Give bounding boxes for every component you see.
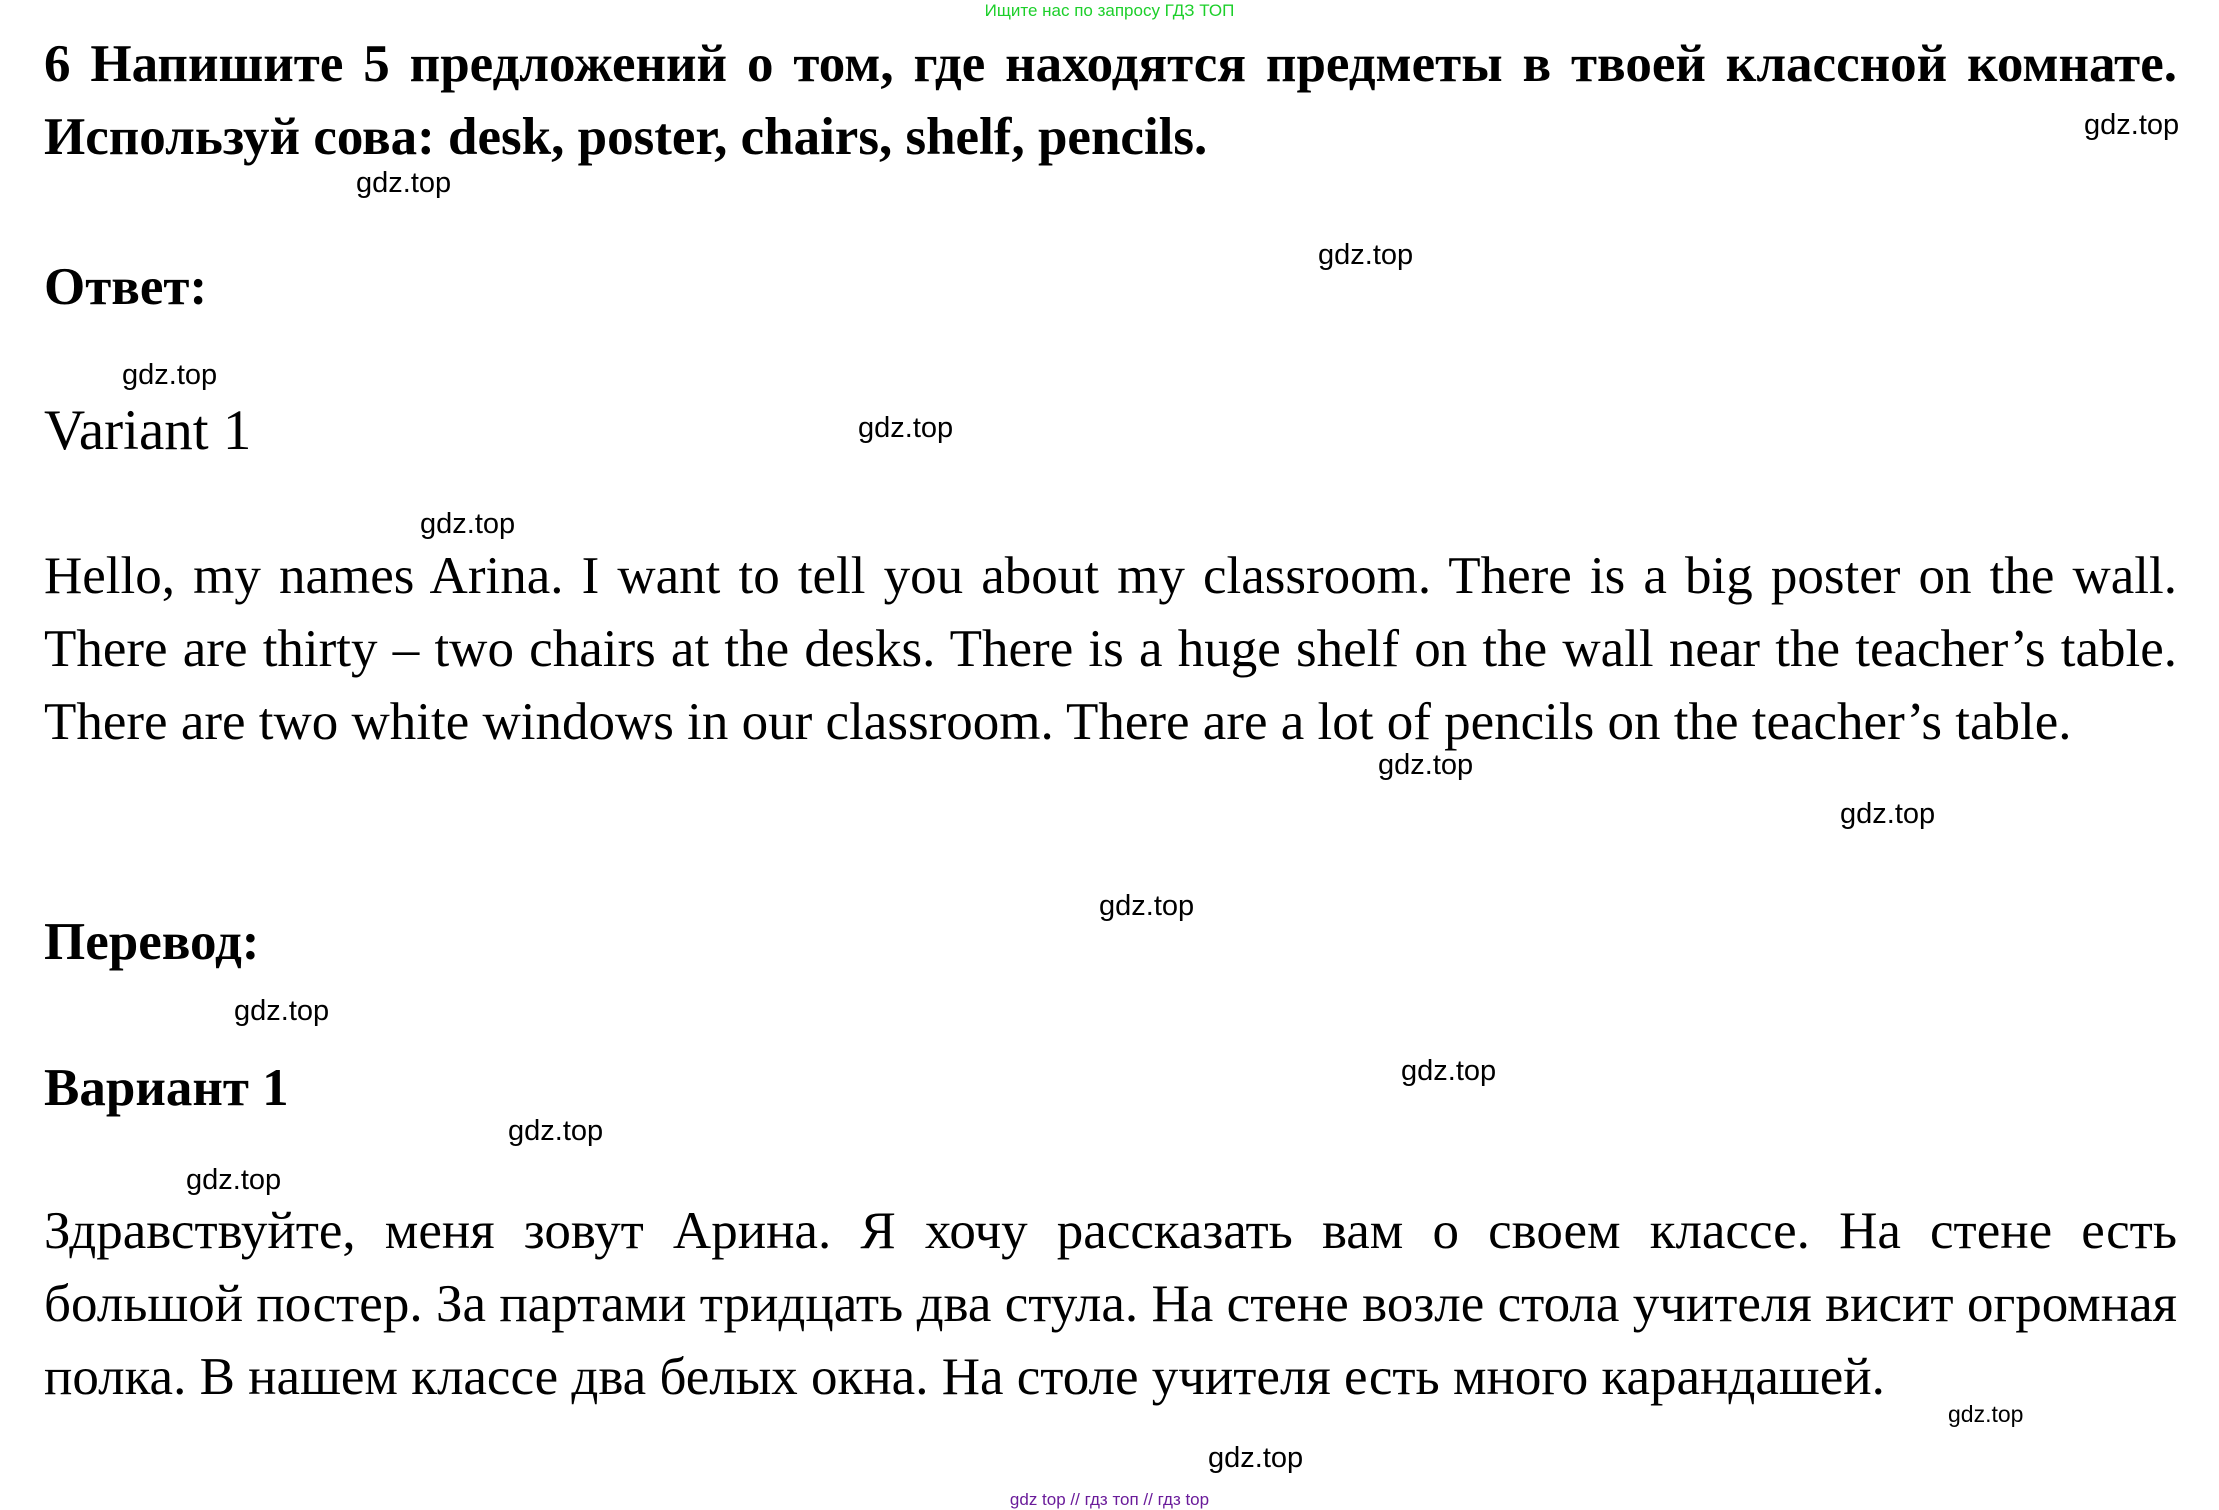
watermark: gdz.top xyxy=(1318,239,1414,271)
watermark: gdz.top xyxy=(508,1115,604,1147)
translation-paragraph: Здравствуйте, меня зовут Арина. Я хочу рассказать вам о своем классе. На стене есть большой постер. За партами тридцать два стула. На стене возле стола учителя висит огромная полка. В нашем классе два белых окна. На столе учителя есть много карандашей. xyxy=(44,1202,2177,1406)
variant-label-en: Variant 1 xyxy=(44,399,252,462)
watermark: gdz.top xyxy=(186,1164,282,1196)
watermark: gdz.top xyxy=(858,412,954,444)
task-heading: 6 Напишите 5 предложений о том, где находятся предметы в твоей классной комнате. Используй сова: desk, poster, chairs, shelf, pencils. xyxy=(44,35,2177,166)
watermark: gdz.top xyxy=(1401,1055,1497,1087)
answer-paragraph: Hello, my names Arina. I want to tell you about my classroom. There is a big poster on the wall. There are thirty – two chairs at the desks. There is a huge shelf on the wall near the teacher’s table. There are two white windows in our classroom. There are a lot of pencils on the teacher’s table. xyxy=(44,547,2177,751)
watermark: gdz.top xyxy=(122,359,218,391)
watermark: gdz.top xyxy=(1208,1442,1304,1474)
watermark: gdz.top xyxy=(234,995,330,1027)
watermark: gdz.top xyxy=(2084,109,2180,141)
translation-heading: Перевод: xyxy=(44,913,260,971)
footer-watermark: gdz top // гдз топ // гдз top xyxy=(1009,1490,1210,1509)
variant-label-ru: Вариант 1 xyxy=(44,1059,289,1117)
watermark: gdz.top xyxy=(1099,890,1195,922)
watermark: gdz.top xyxy=(1378,749,1474,781)
top-banner: Ищите нас по запросу ГДЗ ТОП xyxy=(984,1,1235,20)
watermark: gdz.top xyxy=(1948,1401,2024,1427)
watermark: gdz.top xyxy=(356,167,452,199)
watermark: gdz.top xyxy=(1840,798,1936,830)
watermark: gdz.top xyxy=(420,508,516,540)
answer-heading: Ответ: xyxy=(44,258,208,316)
